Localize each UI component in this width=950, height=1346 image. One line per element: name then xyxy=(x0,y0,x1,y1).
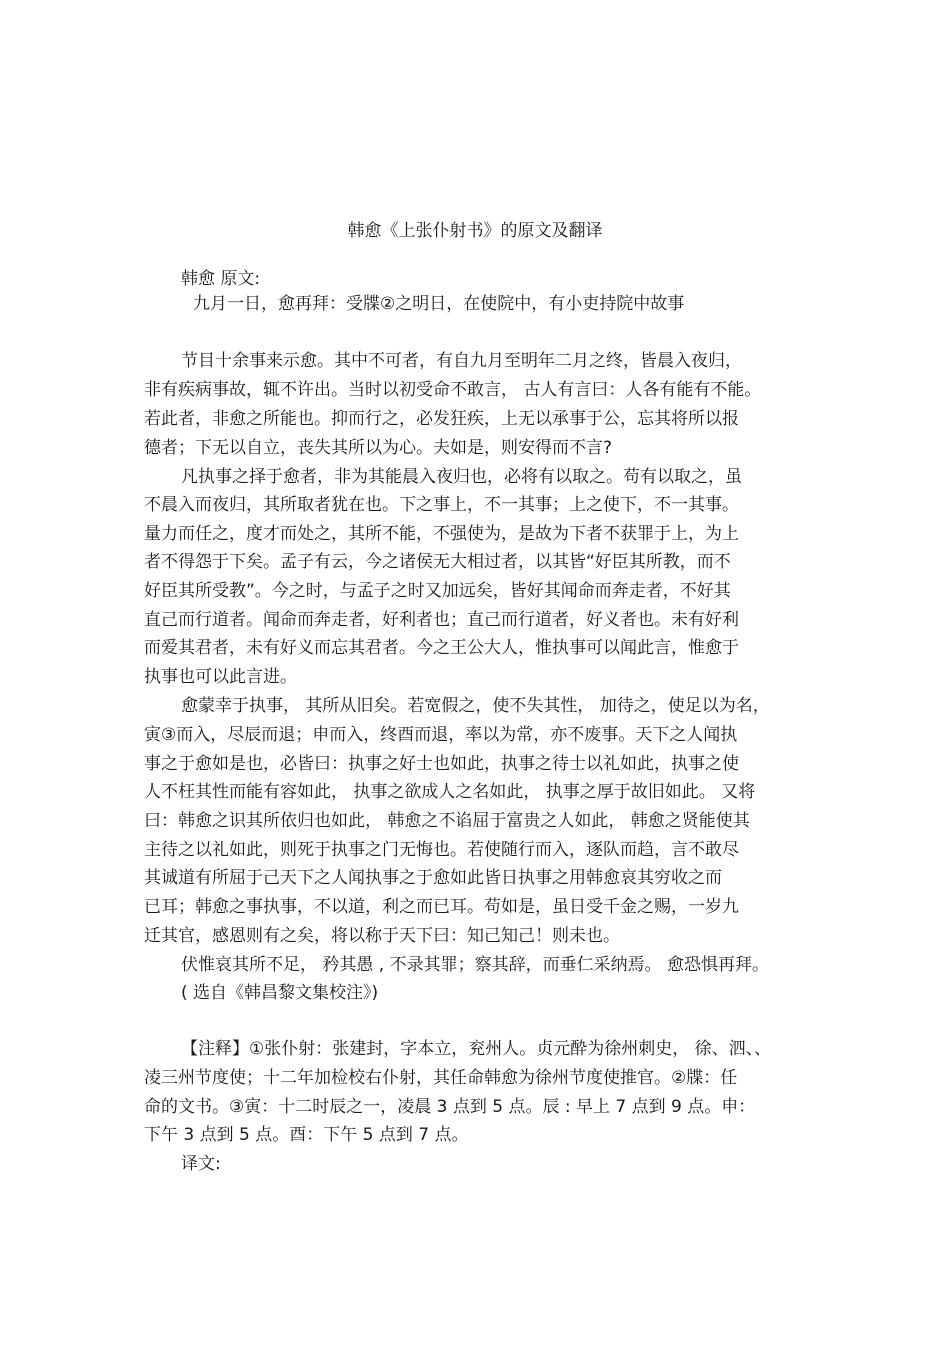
text-line: 不晨入而夜归，其所取者犹在也。下之事上，不一其事；上之使下，不一其事。 xyxy=(144,495,739,515)
text-line: 执事也可以此言进。 xyxy=(144,667,297,687)
notes-line: 凌三州节度使；十二年加检校右仆射，其任命韩愈为徐州节度使推官。②牒：任 xyxy=(144,1068,738,1088)
translation-heading: 译文: xyxy=(181,1154,221,1174)
text-line: 九月一日，愈再拜：受牒②之明日，在使院中，有小吏持院中故事 xyxy=(193,294,685,314)
text-line: 量力而任之，度才而处之，其所不能，不强使为，是故为下者不获罪于上，为上 xyxy=(144,524,739,544)
text-line: 直己而行道者。闻命而奔走者，好利者也；直己而行道者，好义者也。未有好利 xyxy=(144,610,739,630)
text-line: 事之于愈如是也，必皆曰：执事之好士也如此，执事之待士以礼如此，执事之使 xyxy=(144,754,739,774)
notes-line: 下午 3 点到 5 点。酉：下午 5 点到 7 点。 xyxy=(144,1125,469,1145)
text-line: 曰：韩愈之识其所依归也如此， 韩愈之不谄屈于富贵之人如此， 韩愈之贤能使其 xyxy=(144,811,750,831)
text-line: 德者；下无以自立，丧失其所以为心。夫如是，则安得而不言? xyxy=(144,438,613,458)
text-line: 其诚道有所屈于己天下之人闻执事之于愈如此皆日执事之用韩愈哀其穷收之而 xyxy=(144,868,722,888)
notes-line: 【注释】①张仆射：张建封，字本立，兖州人。贞元酔为徐州刺史， 徐、泗、、 xyxy=(181,1039,772,1059)
text-line: 迁其官，感恩则有之矣，将以称于天下曰：知己知己！则未也。 xyxy=(144,926,620,946)
text-line: 愈蒙幸于执事， 其所从旧矣。若宽假之，使不失其性， 加待之，使足以为名， xyxy=(181,696,770,716)
text-line: 者不得怨于下矣。孟子有云，今之诸侯无大相过者，以其皆“好臣其所教，而不 xyxy=(144,552,731,572)
source-citation: ( 选自《韩昌黎文集校注》) xyxy=(181,983,379,1003)
text-line: 主待之以礼如此，则死于执事之门无悔也。若使随行而入，逐队而趋，言不敢尽 xyxy=(144,840,739,860)
notes-line: 命的文书。③寅：十二时辰之一，凌晨 3 点到 5 点。辰 : 早上 7 点到 9 点。申： xyxy=(144,1097,756,1117)
author-heading: 韩愈 原文: xyxy=(181,269,261,289)
text-line: 凡执事之择于愈者，非为其能晨入夜归也，必将有以取之。苟有以取之，虽 xyxy=(181,467,742,487)
text-line: 已耳；韩愈之事执事，不以道，利之而已耳。苟如是，虽日受千金之赐，一岁九 xyxy=(144,897,739,917)
text-line: 非有疾病事故，辄不许出。当时以初受命不敢言， 古人有言曰：人各有能有不能。 xyxy=(144,380,762,400)
text-line: 而爱其君者，未有好义而忘其君者。今之王公大人，惟执事可以闻此言，惟愈于 xyxy=(144,638,739,658)
text-line: 节目十余事来示愈。其中不可者，有自九月至明年二月之终，皆晨入夜归， xyxy=(181,351,742,371)
text-line: 好臣其所受教”。今之时，与孟子之时又加远矣，皆好其闻命而奔走者，不好其 xyxy=(144,581,731,601)
text-line: 寅③而入，尽辰而退；申而入，终酉而退，率以为常，亦不废事。天下之人闻执 xyxy=(144,725,738,745)
text-line: 伏惟哀其所不足， 矜其愚 , 不录其罪；察其辞，而垂仁采纳焉。 愈恐惧再拜。 xyxy=(181,955,770,975)
text-line: 若此者，非愈之所能也。抑而行之，必发狂疾，上无以承事于公，忘其将所以报 xyxy=(144,409,739,429)
text-line: 人不枉其性而能有容如此， 执事之欲成人之名如此， 执事之厚于故旧如此。 又将 xyxy=(144,782,756,802)
document-title: 韩愈《上张仆射书》的原文及翻译 xyxy=(347,221,603,241)
